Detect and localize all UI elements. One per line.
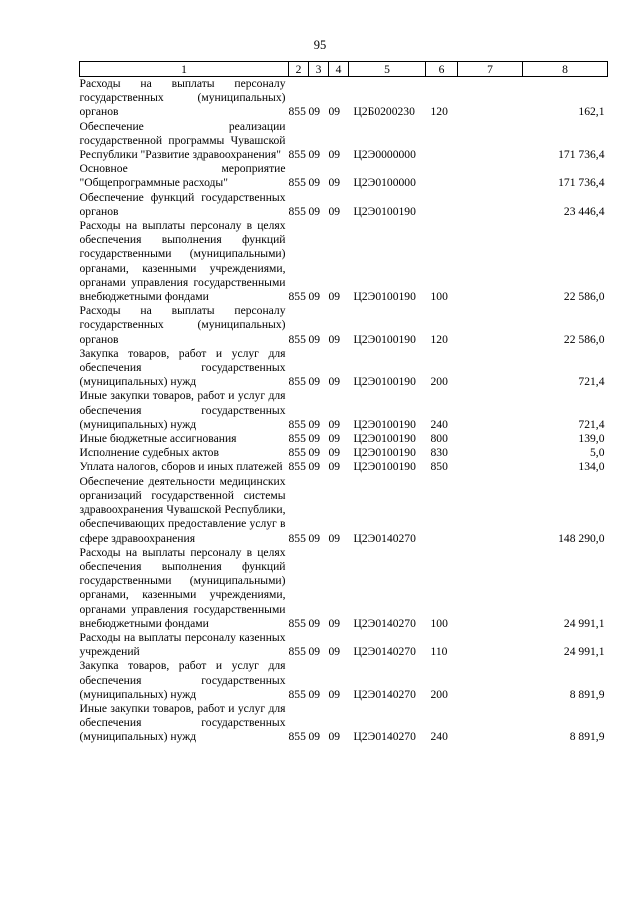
expense-kind-cell: 240 [430, 730, 448, 744]
section-code-cell: 09 [308, 375, 321, 389]
target-article-cell: Ц2Э0100190 [353, 446, 416, 460]
section-code-cell: 09 [308, 290, 321, 304]
column-7-cell [458, 702, 523, 745]
amount-cell: 148 290,0 [558, 531, 605, 545]
ministry-code-cell: 855 [288, 375, 306, 389]
ministry-code-cell: 855 [288, 531, 306, 545]
table-body [80, 77, 608, 745]
table-row [80, 304, 608, 347]
amount-cell: 23 446,4 [563, 204, 605, 218]
column-7-cell [458, 446, 523, 460]
section-code-cell: 09 [308, 332, 321, 346]
column-header: 7 [458, 62, 523, 77]
row-name-cell: Закупка товаров, работ и услуг для обеспечения государственных (муниципальных) нужд [79, 659, 286, 701]
subsection-code-cell: 09 [328, 531, 341, 545]
target-article-cell: Ц2Э0100190 [353, 460, 416, 474]
ministry-code-cell: 855 [288, 290, 306, 304]
column-7-cell [458, 546, 523, 631]
expense-kind-cell: 110 [430, 645, 448, 659]
section-code-cell: 09 [308, 204, 321, 218]
table-row [80, 659, 608, 702]
subsection-code-cell: 09 [328, 290, 341, 304]
column-header: 6 [426, 62, 458, 77]
subsection-code-cell: 09 [328, 645, 341, 659]
target-article-cell: Ц2Э0100190 [353, 332, 416, 346]
table-row [80, 446, 608, 460]
table-row [80, 219, 608, 304]
section-code-cell: 09 [308, 687, 321, 701]
amount-cell: 24 991,1 [563, 616, 605, 630]
subsection-code-cell: 09 [328, 204, 341, 218]
amount-cell: 139,0 [578, 432, 605, 446]
table-row [80, 546, 608, 631]
section-code-cell: 09 [308, 645, 321, 659]
column-7-cell [458, 120, 523, 163]
section-code-cell: 09 [308, 446, 321, 460]
column-7-cell [458, 659, 523, 702]
row-name-cell: Расходы на выплаты персоналу государственных (муниципальных) органов [79, 304, 286, 346]
ministry-code-cell: 855 [288, 148, 306, 162]
table-row [80, 191, 608, 219]
budget-table [79, 61, 608, 745]
column-7-cell [458, 631, 523, 659]
ministry-code-cell: 855 [288, 687, 306, 701]
target-article-cell: Ц2Э0100000 [353, 176, 416, 190]
subsection-code-cell: 09 [328, 432, 341, 446]
section-code-cell: 09 [308, 460, 321, 474]
table-row [80, 162, 608, 190]
target-article-cell: Ц2Э0100190 [353, 204, 416, 218]
row-name-cell: Расходы на выплаты персоналу государственных (муниципальных) органов [79, 77, 286, 119]
column-7-cell [458, 77, 523, 120]
amount-cell: 721,4 [578, 375, 605, 389]
table-row [80, 120, 608, 163]
target-article-cell: Ц2Э0100190 [353, 290, 416, 304]
table-row [80, 389, 608, 432]
amount-cell: 5,0 [590, 446, 605, 460]
column-7-cell [458, 475, 523, 546]
table-row [80, 702, 608, 745]
target-article-cell: Ц2Э0100190 [353, 432, 416, 446]
row-name-cell: Исполнение судебных актов [79, 446, 219, 460]
row-name-cell: Закупка товаров, работ и услуг для обеспечения государственных (муниципальных) нужд [79, 346, 286, 389]
row-name-cell: Расходы на выплаты персоналу в целях обеспечения выполнения функций государственными (муниципальными) органами, казенными учреждениями, органами управления государственными внебюджетными фондами [79, 545, 286, 630]
table-row [80, 460, 608, 474]
subsection-code-cell: 09 [328, 446, 341, 460]
expense-kind-cell [426, 191, 458, 219]
table-row [80, 475, 608, 546]
target-article-cell: Ц2Э0000000 [353, 148, 416, 162]
column-7-cell [458, 347, 523, 390]
row-name-cell: Иные закупки товаров, работ и услуг для обеспечения государственных (муниципальных) нужд [79, 389, 286, 431]
target-article-cell: Ц2Э0140270 [353, 645, 416, 659]
column-header: 2 [289, 62, 309, 77]
amount-cell: 8 891,9 [569, 730, 605, 744]
amount-cell: 22 586,0 [563, 332, 605, 346]
amount-cell: 22 586,0 [563, 290, 605, 304]
column-header: 4 [329, 62, 349, 77]
target-article-cell: Ц2Э0100190 [353, 375, 416, 389]
amount-cell: 162,1 [578, 105, 605, 119]
section-code-cell: 09 [308, 730, 321, 744]
subsection-code-cell: 09 [328, 332, 341, 346]
expense-kind-cell [426, 162, 458, 190]
amount-cell: 171 736,4 [558, 176, 605, 190]
column-7-cell [458, 389, 523, 432]
row-name-cell: Обеспечение реализации государственной программы Чувашской Республики "Развитие здравоохранения" [79, 119, 286, 162]
amount-cell: 171 736,4 [558, 148, 605, 162]
section-code-cell: 09 [308, 432, 321, 446]
subsection-code-cell: 09 [328, 616, 341, 630]
ministry-code-cell: 855 [288, 730, 306, 744]
row-name-cell: Иные бюджетные ассигнования [79, 432, 237, 446]
amount-cell: 24 991,1 [563, 645, 605, 659]
target-article-cell: Ц2Э0140270 [353, 687, 416, 701]
subsection-code-cell: 09 [328, 176, 341, 190]
row-name-cell: Расходы на выплаты персоналу в целях обеспечения выполнения функций государственными (муниципальными) органами, казенными учреждениями, органами управления государственными внебюджетными фондами [79, 219, 286, 304]
table-row [80, 432, 608, 446]
ministry-code-cell: 855 [288, 176, 306, 190]
section-code-cell: 09 [308, 176, 321, 190]
target-article-cell: Ц2Э0140270 [353, 531, 416, 545]
expense-kind-cell: 120 [430, 332, 448, 346]
subsection-code-cell: 09 [328, 148, 341, 162]
expense-kind-cell: 120 [430, 105, 448, 119]
expense-kind-cell: 850 [430, 460, 448, 474]
row-name-cell: Расходы на выплаты персоналу казенных учреждений [79, 630, 286, 659]
subsection-code-cell: 09 [328, 460, 341, 474]
section-code-cell: 09 [308, 148, 321, 162]
column-7-cell [458, 432, 523, 446]
amount-cell: 8 891,9 [569, 687, 605, 701]
column-header: 1 [80, 62, 289, 77]
column-header: 3 [309, 62, 329, 77]
amount-cell: 134,0 [578, 460, 605, 474]
expense-kind-cell: 100 [430, 616, 448, 630]
subsection-code-cell: 09 [328, 730, 341, 744]
row-name-cell: Уплата налогов, сборов и иных платежей [79, 460, 283, 474]
expense-kind-cell [426, 120, 458, 163]
subsection-code-cell: 09 [328, 105, 341, 119]
ministry-code-cell: 855 [288, 204, 306, 218]
section-code-cell: 09 [308, 105, 321, 119]
row-name-cell: Основное мероприятие "Общепрограммные расходы" [79, 162, 286, 190]
page-number: 95 [313, 38, 327, 52]
column-7-cell [458, 162, 523, 190]
subsection-code-cell: 09 [328, 687, 341, 701]
row-name-cell: Иные закупки товаров, работ и услуг для обеспечения государственных (муниципальных) нужд [79, 701, 286, 744]
expense-kind-cell: 240 [430, 417, 448, 431]
section-code-cell: 09 [308, 531, 321, 545]
table-row [80, 77, 608, 120]
expense-kind-cell: 100 [430, 290, 448, 304]
expense-kind-cell: 830 [430, 446, 448, 460]
ministry-code-cell: 855 [288, 460, 306, 474]
ministry-code-cell: 855 [288, 332, 306, 346]
column-header: 8 [523, 62, 608, 77]
column-7-cell [458, 191, 523, 219]
target-article-cell: Ц2Э0100190 [353, 417, 416, 431]
ministry-code-cell: 855 [288, 446, 306, 460]
target-article-cell: Ц2Б0200230 [353, 105, 415, 119]
column-header: 5 [349, 62, 426, 77]
column-7-cell [458, 219, 523, 304]
section-code-cell: 09 [308, 616, 321, 630]
table-header [80, 62, 608, 77]
table-row [80, 631, 608, 659]
ministry-code-cell: 855 [288, 105, 306, 119]
target-article-cell: Ц2Э0140270 [353, 730, 416, 744]
table-row [80, 347, 608, 390]
ministry-code-cell: 855 [288, 417, 306, 431]
column-7-cell [458, 304, 523, 347]
section-code-cell: 09 [308, 417, 321, 431]
ministry-code-cell: 855 [288, 432, 306, 446]
row-name-cell: Обеспечение функций государственных органов [79, 190, 286, 218]
column-7-cell [458, 460, 523, 474]
expense-kind-cell: 200 [430, 375, 448, 389]
subsection-code-cell: 09 [328, 417, 341, 431]
expense-kind-cell: 200 [430, 687, 448, 701]
ministry-code-cell: 855 [288, 616, 306, 630]
target-article-cell: Ц2Э0140270 [353, 616, 416, 630]
expense-kind-cell [426, 475, 458, 546]
row-name-cell: Обеспечение деятельности медицинских организаций государственной системы здравоохранения Чувашской Республики, обеспечивающих предоставление услуг в сфере здравоохранения [79, 474, 286, 545]
amount-cell: 721,4 [578, 417, 605, 431]
expense-kind-cell: 800 [430, 432, 448, 446]
subsection-code-cell: 09 [328, 375, 341, 389]
ministry-code-cell: 855 [288, 645, 306, 659]
